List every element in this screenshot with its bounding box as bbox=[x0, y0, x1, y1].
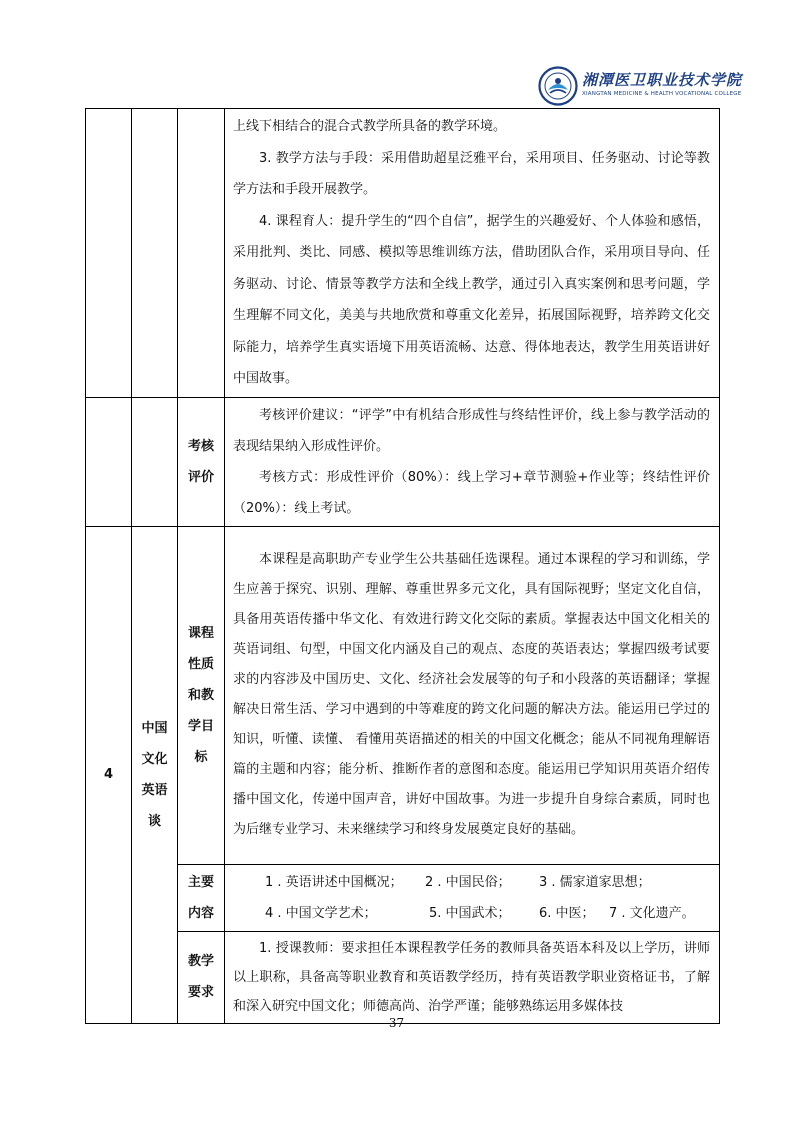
teaching-requirements-label: 教学 要求 bbox=[178, 931, 225, 1023]
course-nature-cell bbox=[225, 526, 720, 864]
list-item: 5. 中国武术； bbox=[429, 905, 511, 921]
main-content-cell bbox=[225, 864, 720, 931]
course-number: 4 bbox=[86, 526, 132, 1023]
paragraph: 4. 课程育人：提升学生的“四个自信”，据学生的兴趣爱好、个人体验和感悟，采用批判、类比、同感、模拟等思维训练方法，借助团队合作，采用项目导向、任务驱动、讨论、情景等教学方法和全线上教学，通过引入真实案例和思考问题，学生理解不同文化，美美与共地欣赏和尊重文化差异，拓展国际视野，培养跨文化交际能力，培养学生真实语境下用英语流畅、达意、得体地表达，教学生用英语讲好中国故事。 bbox=[233, 213, 710, 386]
list-item: 4 . 中国文学艺术； bbox=[265, 905, 377, 921]
assessment-label: 考核 评价 bbox=[178, 397, 225, 526]
page-number: 37 bbox=[388, 1016, 405, 1030]
teaching-requirements-cell bbox=[225, 931, 720, 1023]
course-nature-label: 课程 性质 和教 学目 标 bbox=[178, 526, 225, 864]
list-item: 3 . 儒家道家思想； bbox=[539, 874, 651, 890]
paragraph: 上线下相结合的混合式教学所具备的教学环境。 bbox=[233, 119, 507, 134]
paragraph: 考核方式：形成性评价（80%）：线上学习+章节测验+作业等；终结性评价（20%）：线上考试。 bbox=[233, 469, 710, 516]
college-name-en: XIANGTAN MEDICINE & HEALTH VOCATIONAL COLLEGE bbox=[582, 91, 742, 97]
table-row bbox=[86, 931, 720, 1023]
college-logo bbox=[538, 66, 743, 106]
paragraph: 3. 教学方法与手段：采用借助超星泛雅平台，采用项目、任务驱动、讨论等教学方法和手段开展教学。 bbox=[233, 150, 710, 197]
list-item: 1 . 英语讲述中国概况； bbox=[265, 874, 403, 890]
table-row bbox=[86, 864, 720, 931]
main-content-label: 主要 内容 bbox=[178, 864, 225, 931]
list-item: 2 . 中国民俗； bbox=[425, 874, 511, 890]
table-row bbox=[86, 109, 720, 398]
paragraph: 考核评价建议：“评学”中有机结合形成性与终结性评价，线上参与教学活动的表现结果纳入形成性评价。 bbox=[233, 407, 710, 454]
list-item: 6. 中医； bbox=[539, 905, 595, 921]
table-row bbox=[86, 397, 720, 526]
college-name-cn: 湘潭医卫职业技术学院 bbox=[582, 71, 743, 89]
teaching-methods-cell bbox=[225, 109, 720, 398]
course-name: 中国 文化 英语 谈 bbox=[132, 526, 178, 1023]
assessment-cell bbox=[225, 397, 720, 526]
table-row bbox=[86, 526, 720, 864]
curriculum-table bbox=[85, 108, 720, 1024]
list-item: 7 . 文化遗产。 bbox=[609, 905, 695, 921]
college-emblem-icon bbox=[538, 66, 578, 106]
paragraph: 本课程是高职助产专业学生公共基础任选课程。通过本课程的学习和训练，学生应善于探究、识别、理解、尊重世界多元文化，具有国际视野；坚定文化自信，具备用英语传播中华文化、有效进行跨文化交际的素质。掌握表达中国文化相关的英语词组、句型，中国文化内涵及自己的观点、态度的英语表达；掌握四级考试要求的内容涉及中国历史、文化、经济社会发展等的句子和小段落的英语翻译；掌握解决日常生活、学习中遇到的中等难度的跨文化问题的解决方法。能运用已学过的知识，听懂、读懂、 看懂用英语描述的相关的中国文化概念；能从不同视角理解语篇的主题和内容；能分析、推断作者的意图和态度。能运用已学知识用英语介绍传播中国文化，传递中国声音，讲好中国故事。为进一步提升自身综合素质，同时也为后继专业学习、未来继续学习和终身发展奠定良好的基础。 bbox=[233, 552, 710, 837]
paragraph: 1. 授课教师：要求担任本课程教学任务的教师具备英语本科及以上学历，讲师以上职称，具备高等职业教育和英语教学经历，持有英语教学职业资格证书，了解和深入研究中国文化；师德高尚、治学严谨；能够熟练运用多媒体技 bbox=[233, 940, 710, 1014]
